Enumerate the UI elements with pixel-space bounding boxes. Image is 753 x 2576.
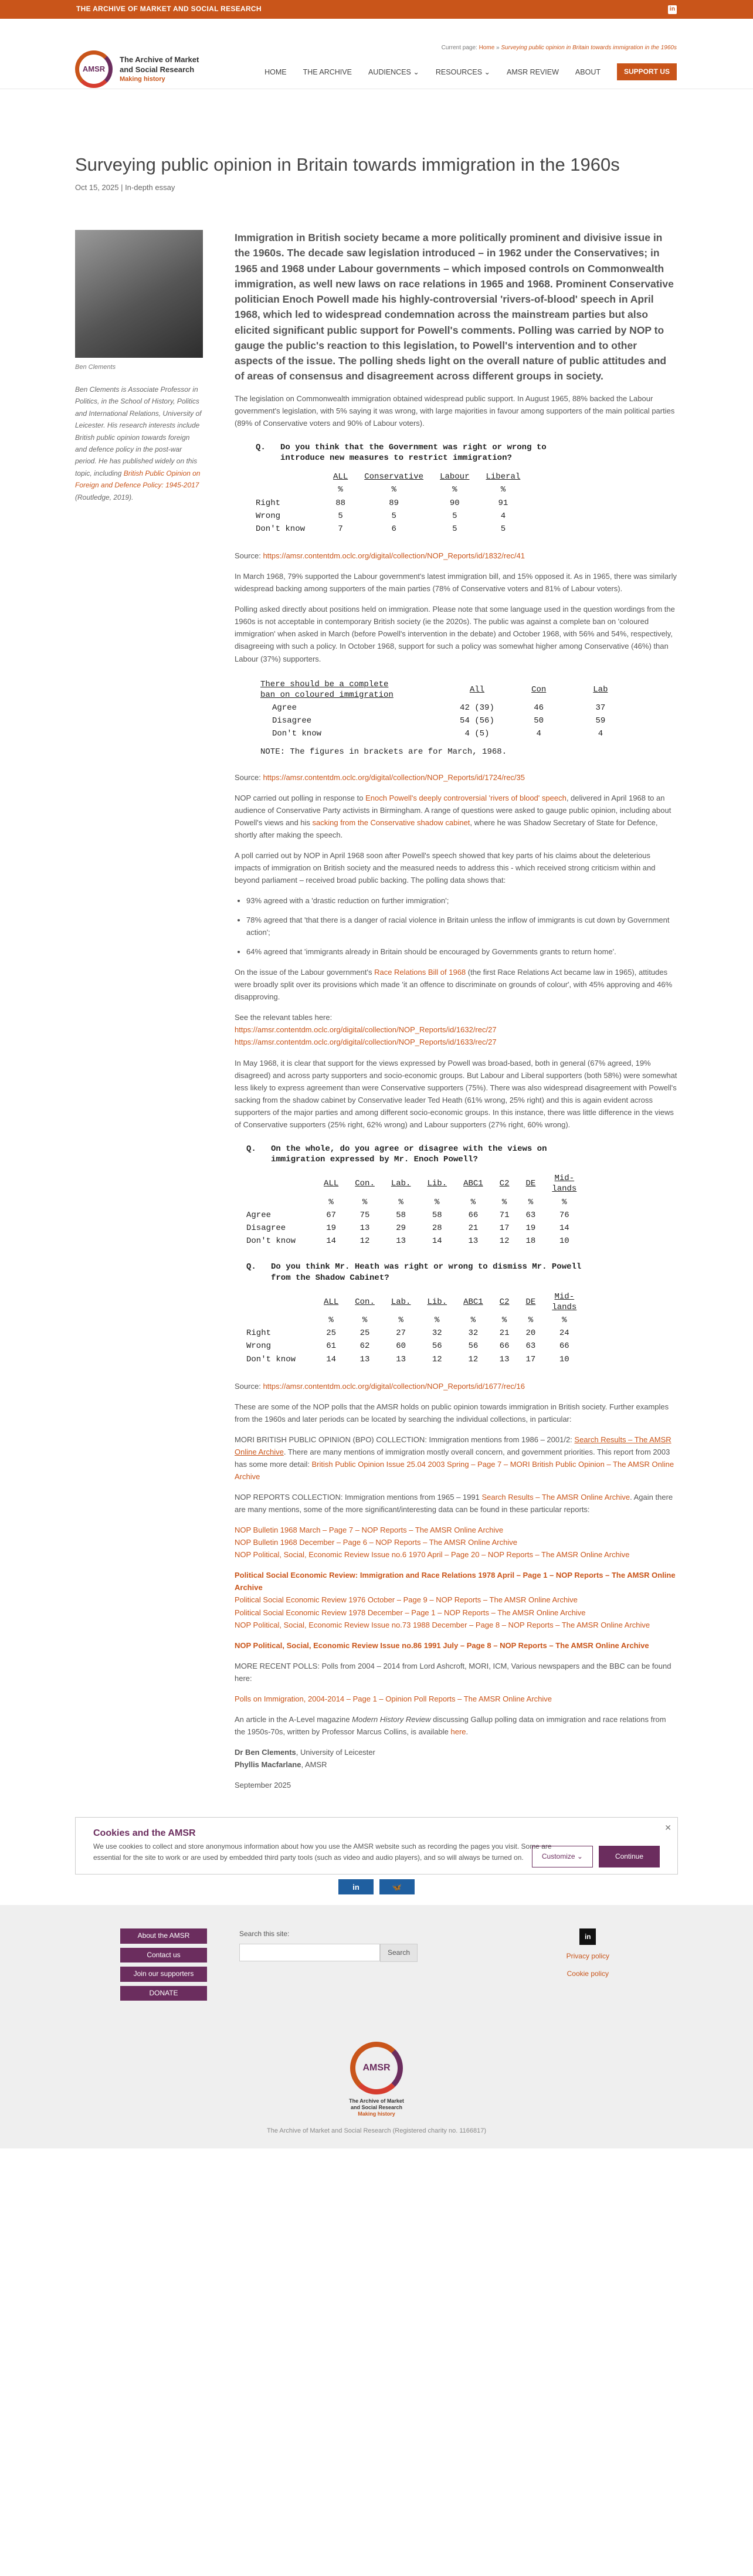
cell: 13 [499, 1354, 510, 1364]
author-name: Phyllis Macfarlane [235, 1760, 301, 1769]
link-group [235, 1524, 678, 1561]
table-row [246, 1340, 585, 1353]
row-label: Disagree [272, 716, 312, 726]
cell: 5 [500, 524, 506, 534]
cell: 13 [359, 1223, 370, 1233]
contact-us-link[interactable]: Contact us [120, 1948, 207, 1962]
cell: 29 [396, 1223, 406, 1233]
cell: 25 [326, 1328, 337, 1338]
poll-table-1 [256, 442, 678, 535]
cell: 4 [500, 511, 506, 521]
row-label: Don't know [246, 1354, 296, 1364]
site-footer [0, 1905, 753, 2148]
report-link[interactable]: NOP Political, Social, Economic Review Issue no.73 1988 December – Page 8 – NOP Reports – The AMSR Online Archive [235, 1620, 650, 1629]
bio-text: Ben Clements is Associate Professor in Politics, in the School of History, Politics and International Relations, University of Leicester. His research interests include British public opinion towards foreign and defence policy in the post-war period. He has published widely on this topic, including [75, 385, 202, 477]
continue-button[interactable]: Continue [599, 1846, 660, 1867]
paragraph: In May 1968, it is clear that support for the views expressed by Powell was broad-based, both in general (67% agreed, 19% disagreed) and across party supporters and socio-economic groups. But Labour and Liberal supporters (both 58%) were somewhat less likely to express agreement than were Conservative supporters (75%). There was also widespread disagreement with Powell's sacking from the shadow cabinet by Conservative leader Ted Heath (61% wrong, 25% right) and this is again evident across supporters of the major parties and among different socio-economic groups. In this instance, there was little difference in the views of Conservative supporters (25% right, 62% wrong) and Labour supporters (27% right, 60% wrong). [235, 1058, 677, 1129]
cell: 56 [468, 1341, 479, 1351]
lead-paragraph: Immigration in British society became a more politically prominent and divisive issue in the 1960s. The decade saw legislation introduced – in 1962 under the Conservatives; in 1965 and 1968 under Labour governments – which imposed controls on Commonwealth immigration, as well new laws on race relations in 1965 and 1968. Prominent Conservative politician Enoch Powell made his highly-controversial 'rivers-of-blood' speech in April 1968, which led to widespread condemnation across the mainstream parties but also elicited significant public support for Powell's comments. Polling was carried by NOP to gauge the public's reaction to this legislation, to Powell's intervention and to other aspects of the issue. The polling sheds light on the overall nature of public attitudes and of areas of consensus and disagreement across different groups in society. [235, 232, 674, 382]
nav-the-archive[interactable]: THE ARCHIVE [303, 67, 352, 76]
search-label: Search this site: [239, 1930, 290, 1938]
top-bar-title: THE ARCHIVE OF MARKET AND SOCIAL RESEARCH [76, 5, 262, 13]
about-amsr-link[interactable]: About the AMSR [120, 1928, 207, 1943]
table-row [246, 1327, 585, 1340]
cell: 13 [359, 1354, 370, 1364]
breadcrumb-prefix: Current page: [441, 45, 477, 51]
cell: 46 [534, 703, 544, 713]
row-label: Right [246, 1328, 272, 1338]
bio-end: (Routledge, 2019). [75, 493, 134, 501]
cell: 32 [432, 1328, 442, 1338]
cell: 27 [396, 1328, 406, 1338]
donate-link[interactable]: DONATE [120, 1986, 207, 2001]
col-header: C2 [499, 1297, 510, 1307]
footer-logo-mark: AMSR [350, 2042, 403, 2094]
cell: 19 [326, 1223, 337, 1233]
cell: 59 [595, 716, 606, 726]
chevron-down-icon: ⌄ [484, 67, 491, 76]
text: . There are many mentions of immigration mostly overall concern, and government priorities. This report from 2003 has some more detail: [235, 1448, 670, 1469]
footer-logo-line2: and Social Research [350, 2104, 403, 2110]
table-row [256, 510, 528, 523]
poll-table [260, 678, 632, 741]
source-label: Source: [235, 551, 261, 561]
col-header: Lab [593, 684, 608, 694]
cell: 71 [499, 1210, 510, 1220]
row-label: Don't know [256, 524, 306, 534]
col-header: C2 [499, 1179, 510, 1189]
col-header: Labour [440, 472, 470, 482]
logo-text [120, 55, 199, 83]
cell: 13 [396, 1354, 406, 1364]
author-affiliation: , AMSR [301, 1760, 327, 1769]
logo-line1: The Archive of Market [120, 55, 199, 64]
linkedin-share-icon[interactable]: in [338, 1879, 374, 1894]
cell: 24 [559, 1328, 569, 1338]
col-header: ALL [333, 472, 348, 482]
bluesky-share-icon[interactable]: 🦋 [379, 1879, 415, 1894]
list-item: • 93% agreed with a 'drastic reduction on further immigration'; [246, 894, 678, 907]
text: An article in the A-Level magazine [235, 1714, 352, 1724]
powell-speech-link[interactable]: Enoch Powell's deeply controversial 'rivers of blood' speech [365, 793, 567, 802]
report-link[interactable]: NOP Bulletin 1968 December – Page 6 – NOP Reports – The AMSR Online Archive [235, 1538, 517, 1547]
text: See the relevant tables here: [235, 1013, 333, 1022]
table-row [256, 523, 528, 535]
cell: 6 [391, 524, 396, 534]
cell: 18 [525, 1236, 536, 1246]
nav-amsr-review[interactable]: AMSR REVIEW [507, 67, 559, 76]
top-bar [0, 0, 753, 19]
nav-home[interactable]: HOME [264, 67, 287, 76]
text: discussing Gallup polling data on immigration and race relations from the 1950s-70s, written by Professor Marcus Collins, is available [235, 1714, 666, 1736]
unit: % [328, 1316, 334, 1326]
unit: % [362, 1316, 368, 1326]
col-header: DE [525, 1297, 536, 1307]
logo-tagline: Making history [120, 75, 165, 83]
cell: 5 [338, 511, 343, 521]
footer-logo [0, 2042, 753, 2117]
cell: 7 [338, 524, 343, 534]
row-label: Right [256, 498, 281, 508]
source-line [235, 1380, 678, 1392]
cookie-banner [75, 1817, 678, 1875]
row-label: Agree [246, 1210, 272, 1220]
unit: % [435, 1316, 440, 1326]
cell: 4 (5) [464, 729, 490, 739]
cell: 91 [498, 498, 508, 508]
author-affiliation: , University of Leicester [296, 1747, 375, 1757]
text: (the first Race Relations Act became law in 1965), attitudes were broadly split over its provisions which made 'it an offence to discriminate on grounds of colour', with 45% approving and 46% disapproving. [235, 968, 673, 1002]
source-link[interactable]: https://amsr.contentdm.oclc.org/digital/collection/NOP_Reports/id/1724/rec/35 [263, 772, 525, 782]
cell: 12 [468, 1354, 479, 1364]
report-link[interactable]: Political Social Economic Review 1976 October – Page 9 – NOP Reports – The AMSR Online Archive [235, 1595, 578, 1605]
table-row [260, 714, 632, 727]
cell: 60 [396, 1341, 406, 1351]
source-line [235, 771, 678, 784]
paragraph: In March 1968, 79% supported the Labour government's latest immigration bill, and 15% opposed it. As in 1965, there was similarly widespread backing among supporters of the main parties (78% of Conservative voters and 81% of Labour voters). [235, 572, 677, 594]
nav-resources[interactable] [436, 66, 490, 78]
report-link[interactable]: NOP Political, Social, Economic Review Issue no.86 1991 July – Page 8 – NOP Reports – The AMSR Online Archive [235, 1640, 649, 1650]
source-link[interactable]: https://amsr.contentdm.oclc.org/digital/collection/NOP_Reports/id/1633/rec/27 [235, 1038, 497, 1047]
table-row [246, 1353, 585, 1366]
unit: % [528, 1197, 534, 1207]
cell: 63 [525, 1341, 536, 1351]
col-header: ABC1 [463, 1297, 483, 1307]
search-button[interactable]: Search [380, 1944, 418, 1962]
breadcrumb-current: Surveying public opinion in Britain towards immigration in the 1960s [501, 45, 677, 51]
article-body [235, 230, 678, 1799]
unit: % [452, 485, 457, 495]
chevron-down-icon: ⌄ [576, 1852, 583, 1861]
search-input[interactable] [239, 1944, 380, 1961]
text: , delivered in April 1968 to an audience of Conservative Party activists in Birmingham. A range of questions were asked to gauge public opinion, including about Powell's views and his [235, 793, 671, 827]
col-header: ABC1 [463, 1179, 483, 1189]
source-label: Source: [235, 1381, 261, 1391]
source-link[interactable]: https://amsr.contentdm.oclc.org/digital/collection/NOP_Reports/id/1677/rec/16 [263, 1381, 525, 1391]
col-header: Con. [355, 1297, 375, 1307]
nop-search-link[interactable]: Search Results – The AMSR Online Archive [481, 1493, 630, 1502]
col-header: Lab. [391, 1297, 411, 1307]
unit: % [398, 1316, 403, 1326]
report-link[interactable]: Political Social Economic Review 1978 December – Page 1 – NOP Reports – The AMSR Online Archive [235, 1608, 586, 1617]
col-header: Con [531, 684, 547, 694]
privacy-policy-link[interactable]: Privacy policy [566, 1952, 609, 1961]
cell: 58 [396, 1210, 406, 1220]
bio-book-link[interactable]: British Public Opinion on Foreign and Defence Policy: 1945-2017 [75, 469, 201, 490]
col-header: Mid- lands [552, 1292, 577, 1312]
paragraph: These are some of the NOP polls that the AMSR holds on public opinion towards immigration in British society. Further examples from the 1960s and later periods can be located by searching the individual collections, in particular: [235, 1402, 669, 1423]
row-label: Don't know [272, 729, 322, 739]
cell: 20 [525, 1328, 536, 1338]
footer-right [567, 1928, 609, 2001]
cell: 4 [598, 729, 603, 739]
table-row [246, 1235, 585, 1248]
cell: 21 [468, 1223, 479, 1233]
unit: % [470, 1197, 476, 1207]
mori-report-link[interactable]: British Public Opinion Issue 25.04 2003 Spring – Page 7 – MORI British Public Opinion – The AMSR Online Archive [235, 1460, 674, 1482]
authors [235, 1746, 678, 1771]
cell: 66 [468, 1210, 479, 1220]
source-line [235, 550, 678, 562]
cell: 5 [452, 524, 457, 534]
magazine-name: Modern History Review [352, 1714, 431, 1724]
cell: 5 [452, 511, 457, 521]
cell: 14 [559, 1223, 569, 1233]
paragraph [235, 1491, 678, 1516]
nav-audiences-label: AUDIENCES [368, 67, 411, 76]
unit: % [562, 1316, 567, 1326]
paragraph: The legislation on Commonwealth immigration obtained widespread public support. In August 1965, 88% backed the Labour government's legislation, with 5% saying it was wrong, with large majorities in favour among supporters of the main political parties (89% of Conservative voters and 90% of Labour voters). [235, 394, 675, 428]
poll-table [246, 1172, 585, 1248]
support-us-button[interactable]: SUPPORT US [617, 63, 677, 80]
col-header: Lib. [427, 1179, 447, 1189]
unit: % [338, 485, 343, 495]
footer-logo-text [349, 2098, 404, 2117]
cell: 66 [499, 1341, 510, 1351]
text: On the issue of the Labour government's [235, 968, 375, 977]
poll-table-2 [260, 678, 678, 757]
unit: % [500, 485, 506, 495]
share-buttons [75, 1879, 678, 1894]
paragraph [235, 792, 678, 841]
cell: 62 [359, 1341, 370, 1351]
table-row [260, 701, 632, 714]
cell: 56 [432, 1341, 442, 1351]
footer-logo-line1: The Archive of Market [349, 2098, 404, 2104]
poll-question: Q. Do you think that the Government was right or wrong to introduce new measures to restrict immigration? [256, 442, 547, 463]
poll-table [256, 470, 528, 535]
cell: 12 [499, 1236, 510, 1246]
unit: % [501, 1316, 507, 1326]
report-link[interactable]: Political Social Economic Review: Immigration and Race Relations 1978 April – Page 1 – NOP Reports – The AMSR Online Archive [235, 1571, 676, 1592]
footer-logo-tagline: Making history [358, 2110, 395, 2117]
polls-link[interactable]: Polls on Immigration, 2004-2014 – Page 1 – Opinion Poll Reports – The AMSR Online Archive [235, 1694, 552, 1703]
mori-search-link[interactable]: Search Results – The AMSR Online Archive [235, 1435, 671, 1456]
cell: 63 [525, 1210, 536, 1220]
cell: 25 [359, 1328, 370, 1338]
cell: 61 [326, 1341, 337, 1351]
col-header: Lib. [427, 1297, 447, 1307]
row-label: Don't know [246, 1236, 296, 1246]
cell: 89 [389, 498, 399, 508]
site-header [0, 19, 753, 89]
cell: 32 [468, 1328, 479, 1338]
nav-audiences[interactable] [368, 66, 419, 78]
row-label: Wrong [246, 1341, 272, 1351]
post-date: Oct 15, 2025 [75, 183, 119, 192]
cookie-buttons [532, 1846, 660, 1867]
poll-question: There should be a complete ban on coloured immigration [260, 679, 394, 700]
linkedin-icon[interactable]: in [579, 1928, 596, 1945]
cell: 13 [468, 1236, 479, 1246]
unit: % [501, 1197, 507, 1207]
join-supporters-link[interactable]: Join our supporters [120, 1967, 207, 1981]
cell: 88 [335, 498, 346, 508]
cell: 50 [534, 716, 544, 726]
logo-line2: and Social Research [120, 65, 195, 74]
article-link[interactable]: here [450, 1727, 466, 1736]
text: . Again there are many mentions, some of the more significant/interesting data can be found in these particular reports: [235, 1493, 673, 1514]
paragraph: Polling asked directly about positions held on immigration. Please note that some language used in the question wordings from the 1960s is not acceptable in contemporary British society (ie the 2020s). The public was against a complete ban on 'coloured immigration' when asked in March (before Powell's intervention in the debate) and October 1968, with 56% and 54%, respectively, disagreeing with such a policy. In October 1968, support for such a policy was somewhat higher among Conservative (46%) than Labour (37%) supporters. [235, 605, 675, 663]
col-header: Mid- lands [552, 1174, 577, 1194]
cell: 19 [525, 1223, 536, 1233]
list-item: • 64% agreed that 'immigrants already in Britain should be encouraged by Governments grants to return home'. [246, 945, 678, 958]
meta-separator: | [118, 183, 126, 192]
source-link[interactable]: https://amsr.contentdm.oclc.org/digital/collection/NOP_Reports/id/1632/rec/27 [235, 1025, 497, 1035]
poll-table-4 [246, 1262, 678, 1366]
col-header: ALL [324, 1179, 339, 1189]
cell: 14 [326, 1236, 337, 1246]
col-header: ALL [324, 1297, 339, 1307]
sacking-link[interactable]: sacking from the Conservative shadow cabinet [312, 818, 470, 827]
cell: 66 [559, 1341, 569, 1351]
breadcrumb-separator: » [494, 45, 501, 51]
col-header: Liberal [486, 472, 521, 482]
paragraph: A poll carried out by NOP in April 1968 soon after Powell's speech showed that key parts of his claims about the deleterious impacts of immigration on British society and the measured needs to address this - which received strong criticism within and beyond parliament – received broad public backing. The polling data shows that: [235, 850, 656, 885]
paragraph [235, 1433, 678, 1483]
cell: 14 [326, 1354, 337, 1364]
paragraph: An article in the A-Level magazine Modern History Review discussing Gallup polling data on immigration and race relations from the 1950s-70s, written by Professor Marcus Collins, is available here. [235, 1714, 666, 1736]
text: MORI BRITISH PUBLIC OPINION (BPO) COLLECTION: Immigration mentions from 1986 – 2001/2: [235, 1435, 575, 1444]
row-label: Agree [272, 703, 297, 713]
race-relations-link[interactable]: Race Relations Bill of 1968 [374, 968, 466, 977]
cell: 42 (39) [460, 703, 494, 713]
site-logo[interactable] [75, 50, 199, 88]
text: , where he was Shadow Secretary of State for Defence, shortly after making the speech. [235, 818, 658, 839]
col-header: All [469, 684, 485, 694]
cell: 76 [559, 1210, 569, 1220]
cell: 75 [359, 1210, 370, 1220]
cell: 37 [595, 703, 606, 713]
unit: % [328, 1197, 334, 1207]
publish-month: September 2025 [235, 1780, 291, 1789]
breadcrumb [442, 43, 677, 53]
col-header: Con. [355, 1179, 375, 1189]
cell: 90 [449, 498, 460, 508]
row-label: Wrong [256, 511, 281, 521]
main-nav [264, 63, 677, 80]
cell: 13 [396, 1236, 406, 1246]
author-bio [75, 384, 203, 503]
poll-question: Q. Do you think Mr. Heath was right or wrong to dismiss Mr. Powell from the Shadow Cabinet? [246, 1262, 582, 1283]
table-row [246, 1222, 585, 1235]
author-sidebar [75, 230, 203, 1799]
source-link[interactable]: https://amsr.contentdm.oclc.org/digital/collection/NOP_Reports/id/1832/rec/41 [263, 551, 525, 561]
customize-button[interactable] [532, 1846, 593, 1867]
row-label: Disagree [246, 1223, 286, 1233]
link-group [235, 1569, 678, 1631]
unit: % [435, 1197, 440, 1207]
footer-search [239, 1928, 418, 2001]
source-label: Source: [235, 772, 261, 782]
cookie-title: Cookies and the AMSR [93, 1828, 196, 1839]
post-type: In-depth essay [125, 183, 175, 192]
paragraph [235, 966, 678, 1003]
paragraph: MORE RECENT POLLS: Polls from 2004 – 2014 from Lord Ashcroft, MORI, ICM, Various newspapers and the BBC can be found here: [235, 1661, 671, 1683]
text: NOP REPORTS COLLECTION: Immigration mentions from 1965 – 1991 [235, 1493, 482, 1502]
poll-table [246, 1290, 585, 1366]
cell: 4 [536, 729, 541, 739]
cell: 21 [499, 1328, 510, 1338]
unit: % [470, 1316, 476, 1326]
unit: % [362, 1197, 368, 1207]
copyright: The Archive of Market and Social Research (Registered charity no. 1166817) [267, 2127, 486, 2135]
cell: 17 [525, 1354, 536, 1364]
author-photo [75, 230, 203, 358]
page-title: Surveying public opinion in Britain towards immigration in the 1960s [75, 154, 620, 175]
cell: 12 [359, 1236, 370, 1246]
cookie-text: We use cookies to collect and store anonymous information about how you use the AMSR website such as recording the pages you visit. Some are essential for the site to work or are used by embedded third party tools (such as video and audio players), and so will always be turned on. [93, 1842, 552, 1862]
unit: % [391, 485, 396, 495]
col-header: Conservative [364, 472, 424, 482]
logo-mark: AMSR [75, 50, 113, 88]
poll-table-3 [246, 1144, 678, 1248]
cookie-policy-link[interactable]: Cookie policy [567, 1969, 609, 1978]
cell: 67 [326, 1210, 337, 1220]
list-item: • 78% agreed that 'that there is a danger of racial violence in Britain unless the inflow of immigrants is cut down by Government action'; [246, 914, 678, 938]
link-group [235, 1639, 678, 1652]
cell: 12 [432, 1354, 442, 1364]
table-row [260, 727, 632, 740]
nav-about[interactable]: ABOUT [575, 67, 601, 76]
table-row [256, 497, 528, 510]
unit: % [528, 1316, 534, 1326]
footer-links [120, 1928, 207, 2001]
breadcrumb-home-link[interactable]: Home [479, 45, 495, 51]
nav-resources-label: RESOURCES [435, 67, 483, 76]
cell: 54 (56) [460, 716, 494, 726]
poll-question: Q. On the whole, do you agree or disagree with the views on immigration expressed by Mr. Enoch Powell? [246, 1144, 547, 1164]
paragraph [235, 1011, 678, 1048]
bullet-list [246, 894, 678, 958]
col-header: DE [525, 1179, 536, 1189]
link-group [235, 1693, 678, 1705]
linkedin-icon[interactable]: in [668, 5, 677, 14]
cell: 28 [432, 1223, 442, 1233]
unit: % [562, 1197, 567, 1207]
cell: 14 [432, 1236, 442, 1246]
cell: 58 [432, 1210, 442, 1220]
table-row [246, 1209, 585, 1222]
photo-caption: Ben Clements [75, 364, 116, 371]
cell: 10 [559, 1354, 569, 1364]
report-link[interactable]: NOP Political, Social, Economic Review Issue no.6 1970 April – Page 20 – NOP Reports – The AMSR Online Archive [235, 1550, 630, 1560]
chevron-down-icon: ⌄ [413, 67, 419, 76]
cell: 10 [559, 1236, 569, 1246]
report-link[interactable]: NOP Bulletin 1968 March – Page 7 – NOP Reports – The AMSR Online Archive [235, 1526, 504, 1535]
customize-label: Customize [541, 1852, 575, 1861]
post-meta [75, 181, 678, 194]
close-icon[interactable]: ✕ [664, 1823, 671, 1833]
col-header: Lab. [391, 1179, 411, 1189]
cell: 5 [391, 511, 396, 521]
cell: 17 [499, 1223, 510, 1233]
author-name: Dr Ben Clements [235, 1747, 296, 1757]
text: NOP carried out polling in response to [235, 793, 366, 802]
unit: % [398, 1197, 403, 1207]
table-note: NOTE: The figures in brackets are for March, 1968. [260, 747, 507, 757]
